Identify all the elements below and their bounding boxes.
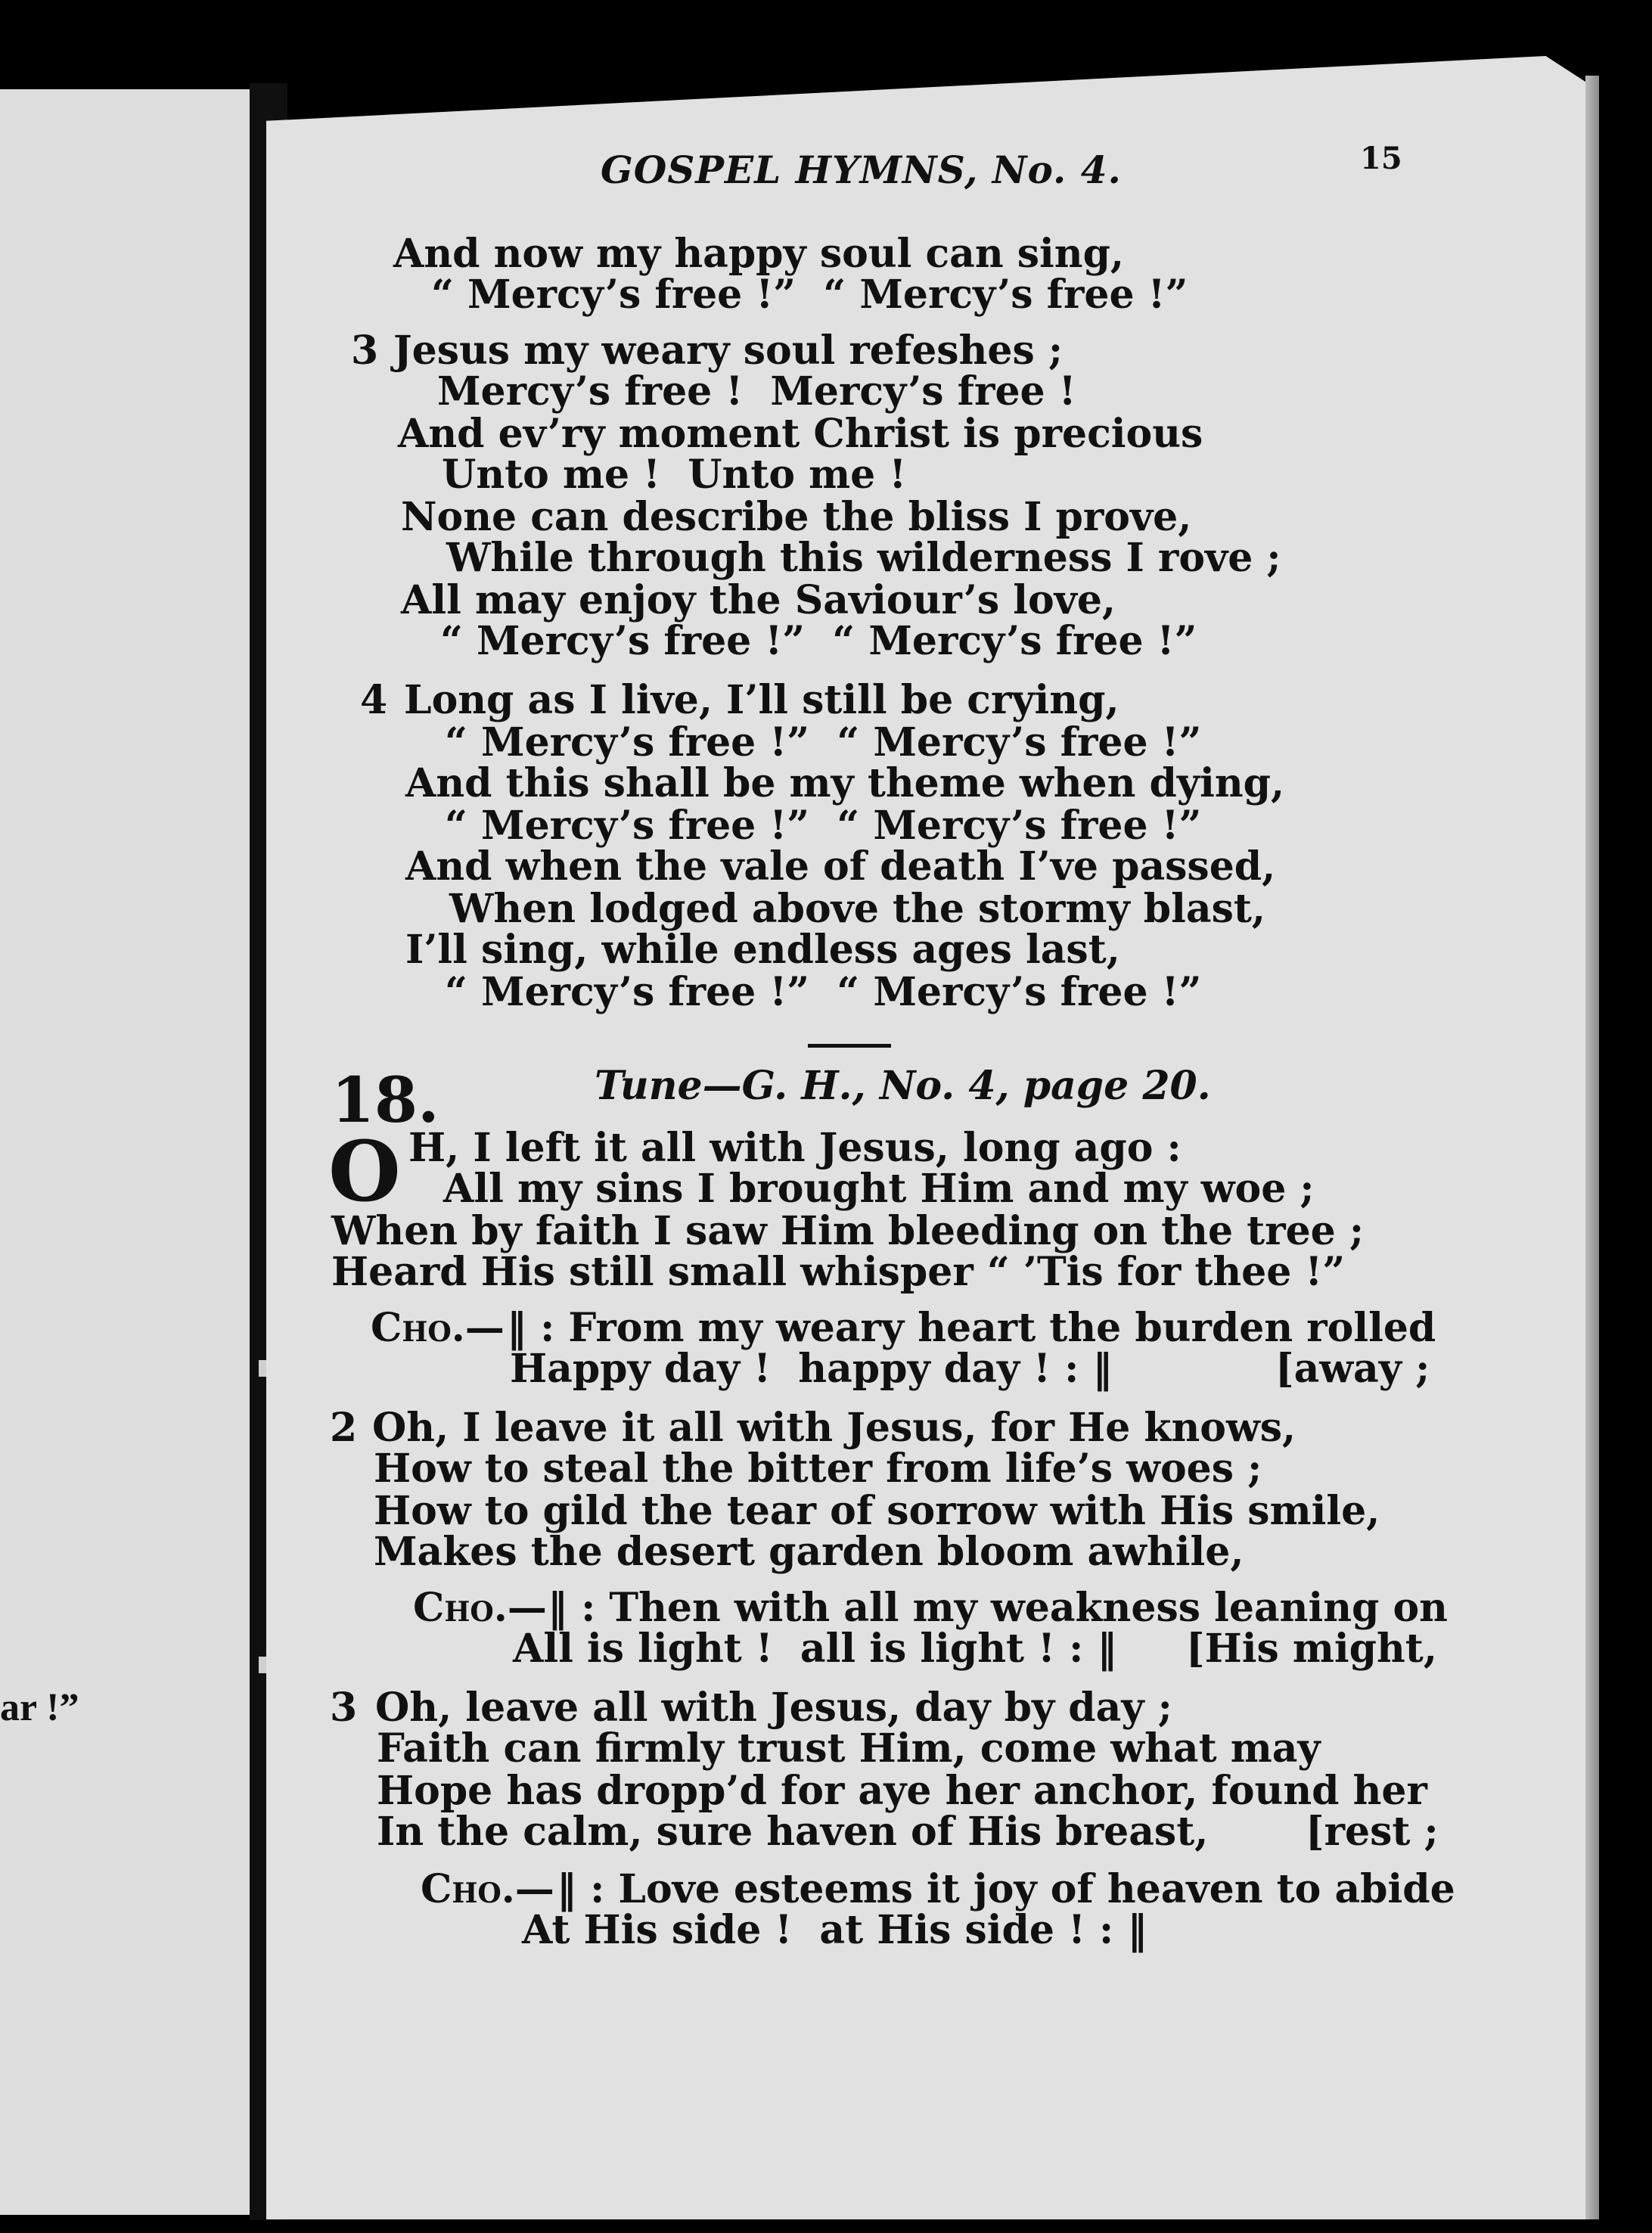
chorus-line: At His side ! at His side ! : ‖ (522, 1907, 1147, 1953)
verse-line: Mercy’s free ! Mercy’s free ! (437, 368, 1076, 415)
verse-number: 3 (330, 1685, 358, 1731)
verse-number: 2 (330, 1405, 358, 1451)
section-divider (808, 1044, 891, 1048)
verse-line: H, I left it all with Jesus, long ago : (408, 1125, 1182, 1171)
chorus-line: ‖ : Then with all my weakness leaning on (548, 1585, 1448, 1631)
page-number: 15 (1360, 141, 1402, 176)
verse-line: “ Mercy’s free !” “ Mercy’s free !” (445, 803, 1202, 849)
verse-line: When lodged above the stormy blast, (449, 886, 1265, 932)
verse-line: “ Mercy’s free !” “ Mercy’s free !” (445, 719, 1202, 766)
verse-line: All may enjoy the Saviour’s love, (401, 577, 1116, 623)
verse-number: 4 (360, 677, 388, 723)
chorus-line: ‖ : Love esteems it joy of heaven to abide (557, 1866, 1455, 1912)
verse-line: Faith can firmly trust Him, come what may (377, 1725, 1321, 1772)
running-title: GOSPEL HYMNS, No. 4. (601, 148, 1122, 192)
chorus-line: All is light ! all is light ! : ‖ (513, 1626, 1117, 1672)
turnover-text: [rest ; (1306, 1809, 1439, 1855)
verse-line: Unto me ! Unto me ! (442, 452, 907, 498)
verse-line: While through this wilderness I rove ; (446, 535, 1281, 581)
page-edge (1585, 76, 1599, 2219)
turnover-text: [away ; (1275, 1346, 1430, 1392)
verse-line: How to steal the bitter from life’s woes ; (374, 1446, 1262, 1492)
verse-line: Makes the desert garden bloom awhile, (374, 1529, 1244, 1575)
chorus-label: Cho.— (371, 1305, 505, 1351)
verse-line: All my sins I brought Him and my woe ; (443, 1166, 1315, 1212)
verse-line: Oh, leave all with Jesus, day by day ; (375, 1685, 1172, 1731)
verse-line: And now my happy soul can sing, (393, 231, 1125, 277)
chorus-label: Cho.— (421, 1866, 554, 1912)
verse-line: “ Mercy’s free !” “ Mercy’s free !” (431, 272, 1188, 318)
chorus-line: ‖ : From my weary heart the burden rolled (507, 1305, 1436, 1351)
hymn-number: 18. (331, 1064, 439, 1137)
chorus-line: Happy day ! happy day ! : ‖ (510, 1346, 1113, 1392)
verse-line: In the calm, sure haven of His breast, (377, 1809, 1209, 1855)
verse-line: None can describe the bliss I prove, (401, 494, 1192, 540)
verse-line: When by faith I saw Him bleeding on the tree ; (331, 1208, 1365, 1254)
verse-line: “ Mercy’s free !” “ Mercy’s free !” (440, 618, 1197, 664)
verse-line: Oh, I leave it all with Jesus, for He knows, (372, 1405, 1296, 1451)
verse-line: I’ll sing, while endless ages last, (405, 927, 1120, 973)
verse-line: “ Mercy’s free !” “ Mercy’s free !” (445, 969, 1202, 1015)
previous-page-fragment: ar !” (0, 1686, 79, 1729)
verse-line: How to gild the tear of sorrow with His smile, (374, 1488, 1380, 1534)
turnover-text: [His might, (1186, 1626, 1437, 1672)
drop-cap: O (328, 1123, 401, 1220)
previous-page (0, 89, 250, 2215)
verse-line: And when the vale of death I’ve passed, (405, 843, 1276, 890)
verse-line: And ev’ry moment Christ is precious (398, 411, 1203, 457)
verse-line: Hope has dropp’d for aye her anchor, found her (377, 1768, 1427, 1814)
tune-reference: Tune—G. H., No. 4, page 20. (595, 1063, 1211, 1109)
verse-number: 3 (351, 328, 379, 374)
verse-line: Jesus my weary soul refeshes ; (393, 328, 1064, 374)
verse-line: Heard His still small whisper “ ’Tis for thee !” (331, 1249, 1346, 1295)
chorus-label: Cho.— (413, 1585, 547, 1631)
verse-line: Long as I live, I’ll still be crying, (404, 677, 1119, 723)
verse-line: And this shall be my theme when dying, (405, 760, 1285, 806)
